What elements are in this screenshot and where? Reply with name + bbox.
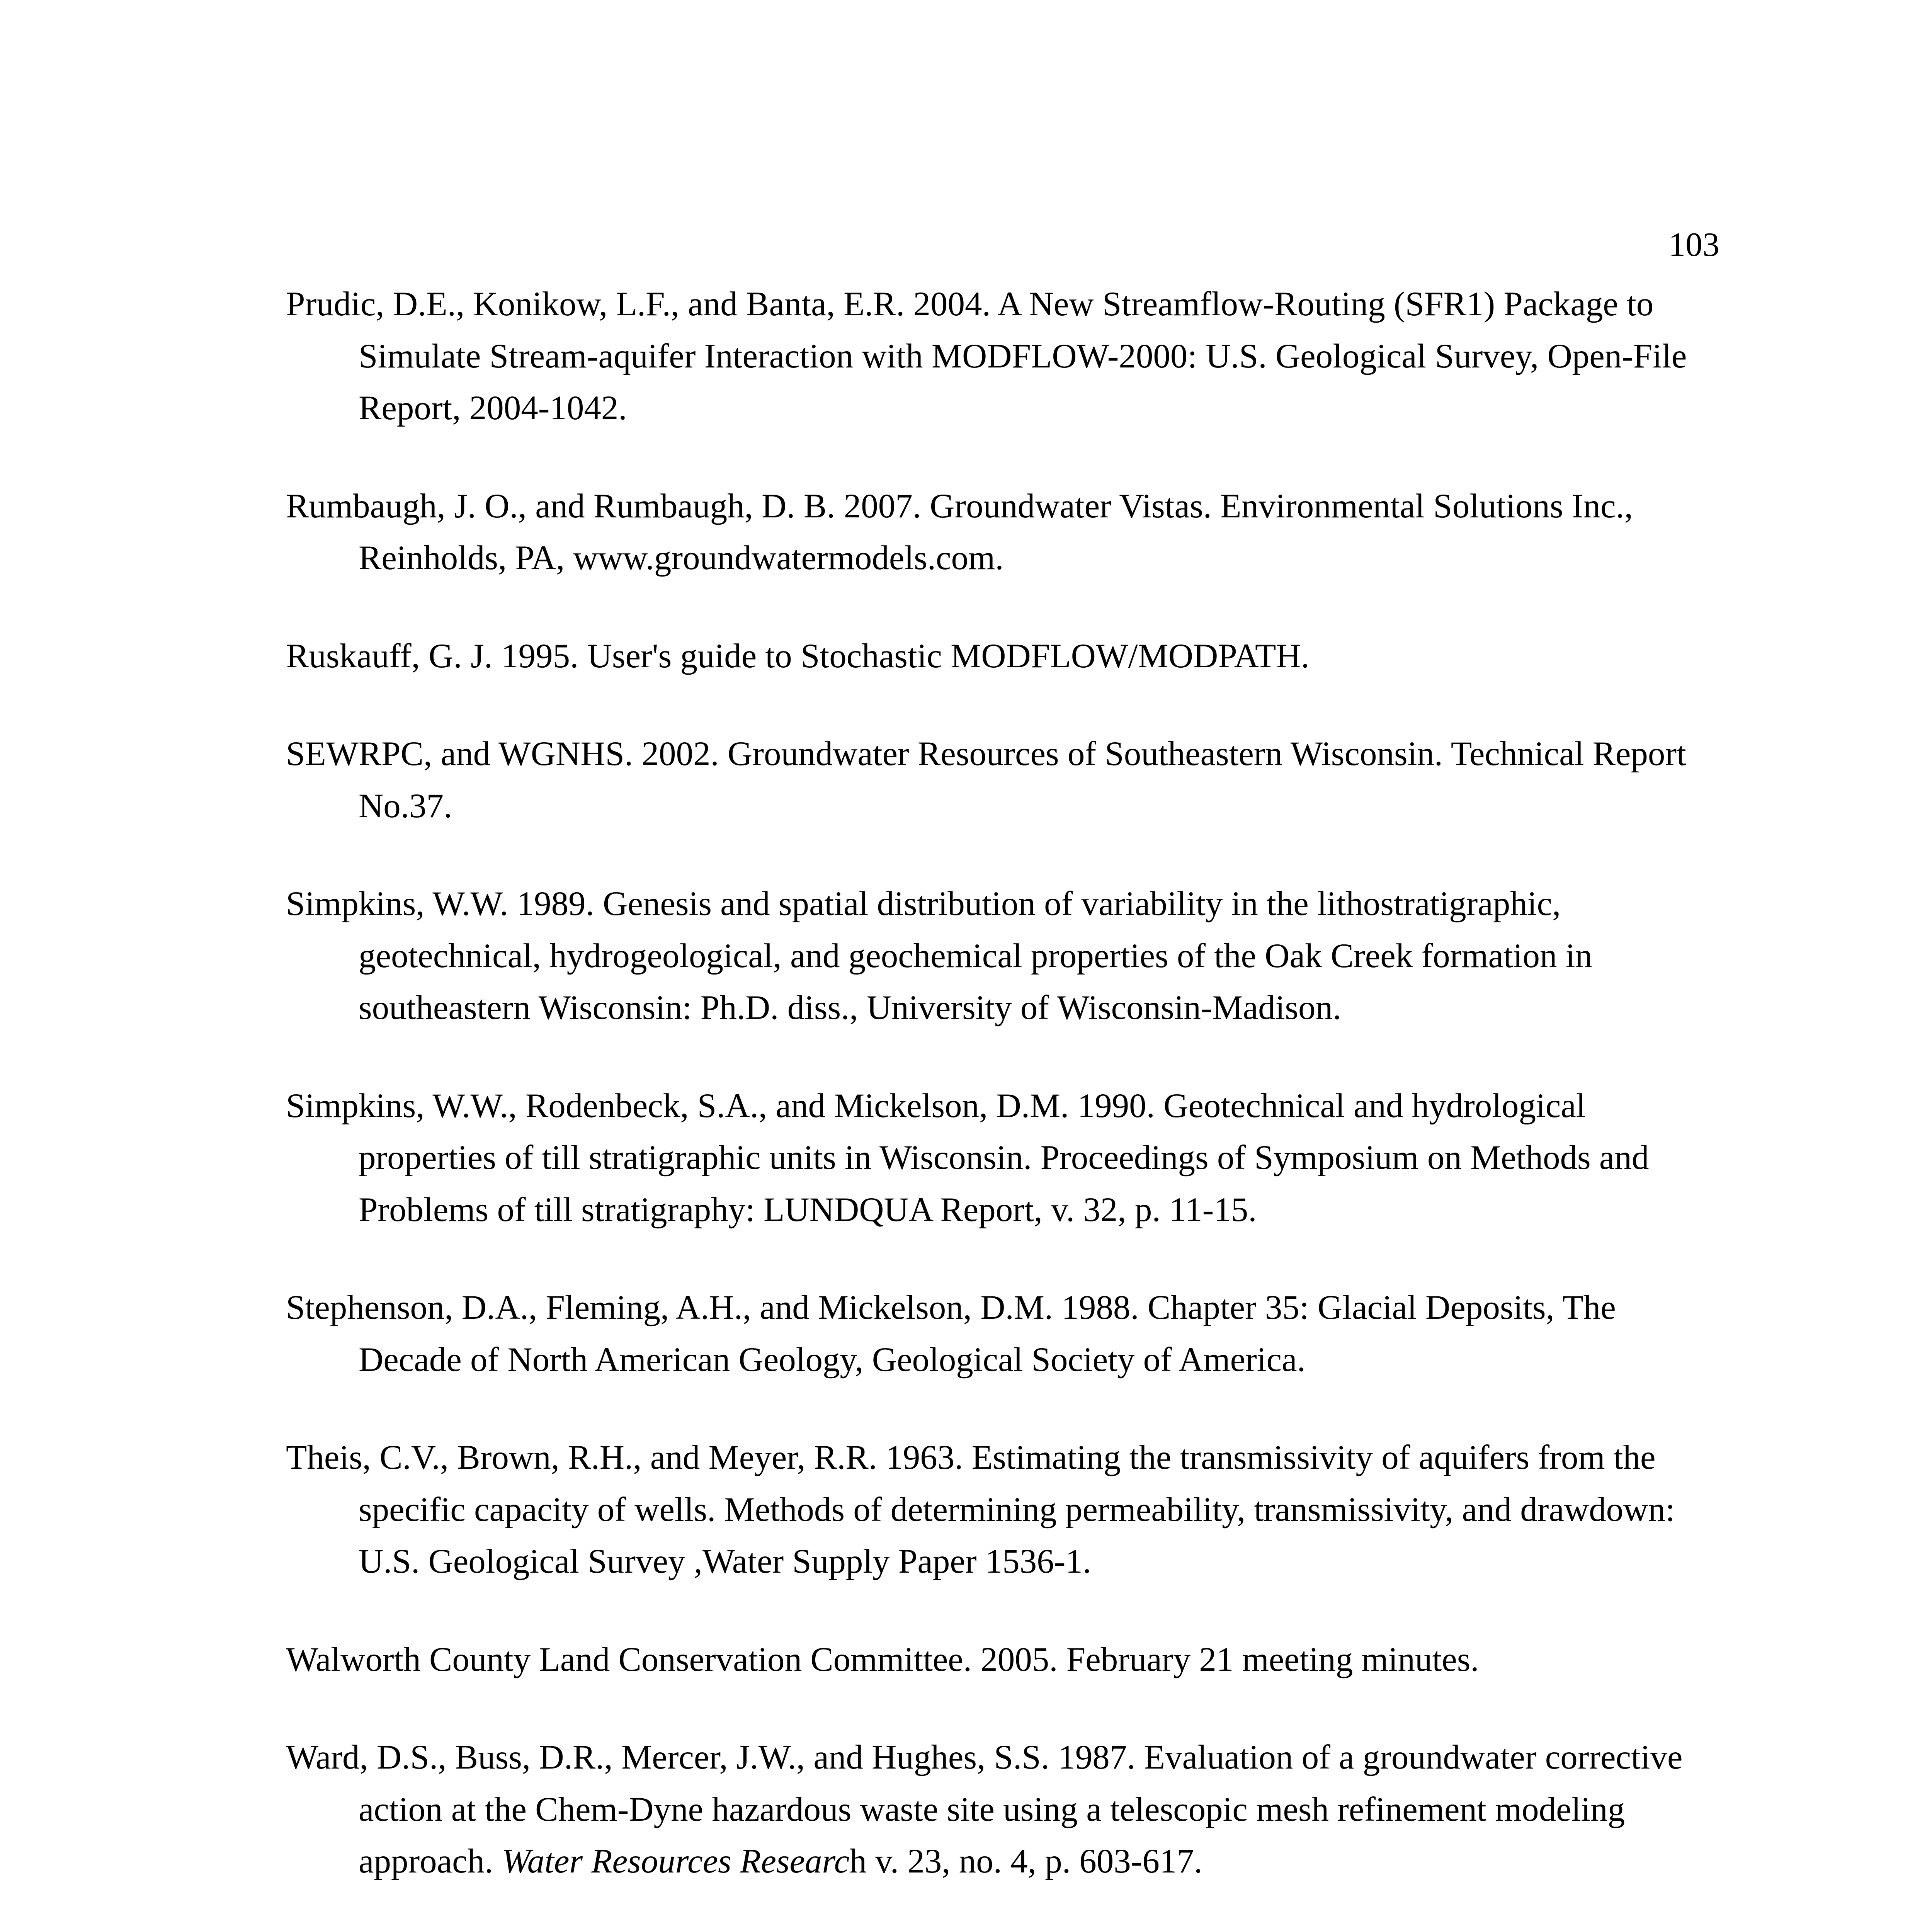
reference-entry: Theis, C.V., Brown, R.H., and Meyer, R.R. 1963. Estimating the transmissivity of aquifers from the specific capacity of wells. Methods of determining permeability, transmissivity, and drawdown: U.S. Geological Survey ,Water Supply Paper 1536-1.	[286, 1439, 1675, 1580]
reference-entry: Simpkins, W.W., Rodenbeck, S.A., and Mickelson, D.M. 1990. Geotechnical and hydrological properties of till stratigraphic units in Wisconsin. Proceedings of Symposium on Methods and Problems of till stratigraphy: LUNDQUA Report, v. 32, p. 11-15.	[286, 1087, 1649, 1229]
reference-entry	[286, 1731, 1716, 1888]
reference-entry: Rumbaugh, J. O., and Rumbaugh, D. B. 2007. Groundwater Vistas. Environmental Solutions Inc., Reinholds, PA, www.groundwatermodels.com.	[286, 487, 1633, 577]
reference-text: Ward, D.S., Buss, D.R., Mercer, J.W., and Hughes, S.S. 1987. Evaluation of a groundwater corrective action at the Chem-Dyne hazardous waste site using a telescopic mesh refinement modeling approach.	[286, 1738, 1683, 1880]
page-number: 103	[1668, 226, 1719, 264]
reference-entry: Stephenson, D.A., Fleming, A.H., and Mickelson, D.M. 1988. Chapter 35: Glacial Deposits, The Decade of North American Geology, Geological Society of America.	[286, 1289, 1616, 1379]
reference-entry: SEWRPC, and WGNHS. 2002. Groundwater Resources of Southeastern Wisconsin. Technical Report No.37.	[286, 735, 1686, 825]
reference-list	[286, 278, 1716, 1932]
reference-entry: Prudic, D.E., Konikow, L.F., and Banta, E.R. 2004. A New Streamflow-Routing (SFR1) Package to Simulate Stream-aquifer Interaction with MODFLOW-2000: U.S. Geological Survey, Open-File Report, 2004-1042.	[286, 285, 1687, 427]
reference-text: h v. 23, no. 4, p. 603-617.	[849, 1842, 1203, 1880]
reference-entry: Ruskauff, G. J. 1995. User's guide to Stochastic MODFLOW/MODPATH.	[286, 637, 1310, 675]
journal-title: Water Resources Researc	[502, 1842, 850, 1880]
reference-entry: Simpkins, W.W. 1989. Genesis and spatial distribution of variability in the lithostratigraphic, geotechnical, hydrogeological, and geochemical properties of the Oak Creek formation in southeastern Wisconsin: Ph.D. diss., University of Wisconsin-Madison.	[286, 885, 1592, 1027]
reference-entry: Walworth County Land Conservation Committee. 2005. February 21 meeting minutes.	[286, 1640, 1479, 1679]
